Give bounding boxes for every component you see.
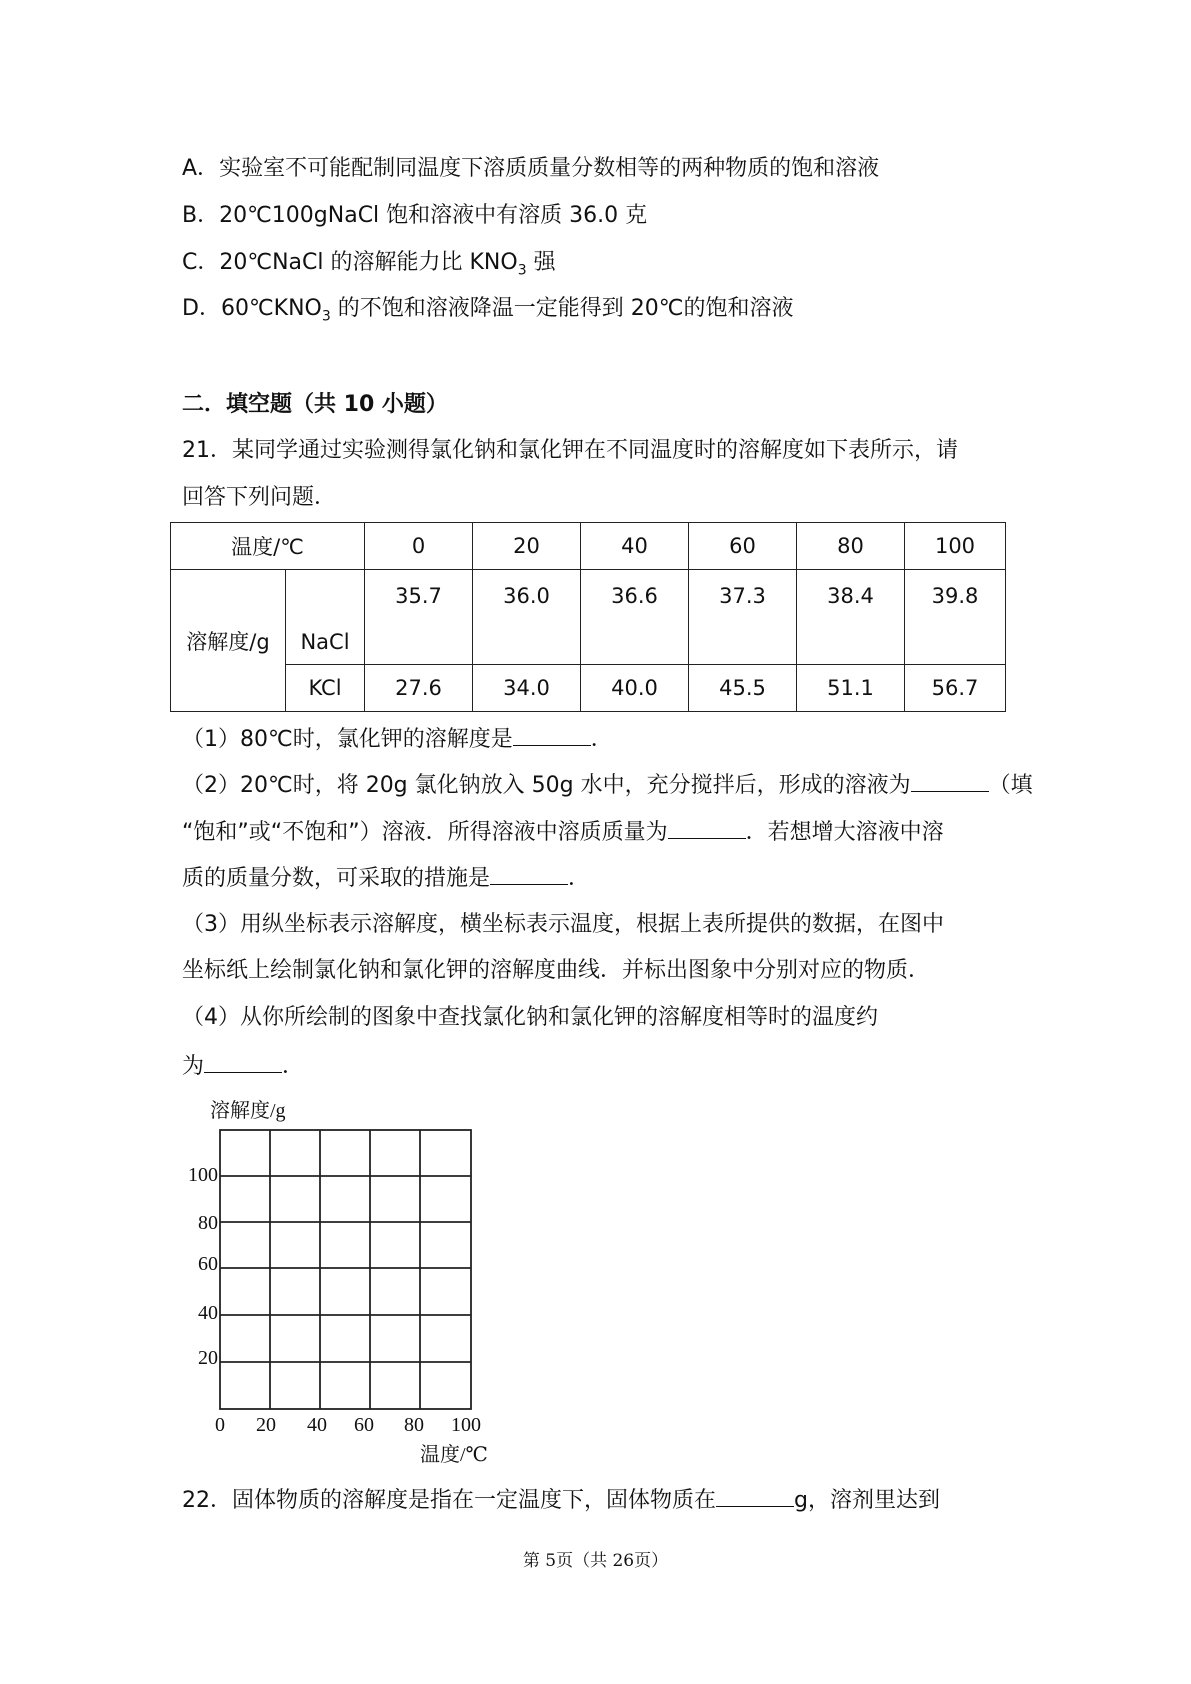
q22-text: 22．固体物质的溶解度是指在一定温度下，固体物质在 [182,1488,716,1513]
temp-cell: 80 [797,523,905,570]
x-tick-label: 40 [307,1414,327,1436]
y-tick-label: 20 [198,1347,218,1369]
row-name-nacl: NaCl [286,570,365,665]
section-title: 二．填空题（共 10 小题） [182,392,448,417]
q21-part4-end: ． [282,1054,305,1079]
q22-end: g，溶剂里达到 [794,1488,940,1513]
grid-xlabel: 温度/℃ [420,1444,488,1466]
q22-line [182,1484,940,1516]
option-b-text: 20℃100gNaCl 饱和溶液中有溶质 36.0 克 [219,203,648,228]
temp-cell: 100 [905,523,1006,570]
q21-intro-1: 21．某同学通过实验测得氯化钠和氯化钾在不同温度时的溶解度如下表所示，请 [182,438,958,463]
temp-header: 温度/℃ [171,523,365,570]
temp-cell: 0 [365,523,473,570]
y-tick-label: 40 [198,1302,218,1324]
option-d-subscript: 3 [321,308,331,325]
y-tick-label: 100 [188,1164,218,1186]
q21-intro-2: 回答下列问题． [182,485,337,510]
row-name-kcl: KCl [286,665,365,712]
y-tick-label: 60 [198,1253,218,1275]
option-a-label: A． [182,156,220,181]
option-c-text-pre: 20℃NaCl 的溶解能力比 KNO [219,250,518,275]
q21-part2-end: （填 [988,773,1033,798]
option-c-label: C． [182,250,220,275]
x-tick-label: 60 [354,1414,374,1436]
temp-cell: 20 [473,523,581,570]
value-cell: 36.6 [581,570,689,665]
value-cell: 45.5 [689,665,797,712]
value-cell: 39.8 [905,570,1006,665]
y-tick-label: 80 [198,1212,218,1234]
option-c-text-post: 强 [526,250,556,275]
q21-part2-text: 质的质量分数，可采取的措施是 [182,866,491,891]
value-cell: 38.4 [797,570,905,665]
value-cell: 35.7 [365,570,473,665]
temp-cell: 60 [689,523,797,570]
value-cell: 27.6 [365,665,473,712]
option-a-text: 实验室不可能配制同温度下溶质质量分数相等的两种物质的饱和溶液 [219,156,880,181]
q21-part4-text: 为 [182,1054,205,1079]
x-tick-label: 20 [256,1414,276,1436]
grid-lines [220,1130,471,1409]
option-d-text-post: 的不饱和溶液降温一定能得到 20℃的饱和溶液 [330,296,794,321]
value-cell: 34.0 [473,665,581,712]
value-cell: 56.7 [905,665,1006,712]
answer-blank [716,1484,794,1507]
solubility-header: 溶解度/g [171,570,286,712]
option-c-subscript: 3 [517,262,527,279]
q21-part2-end: ．若想增大溶液中溶 [745,820,944,845]
q21-part4-line1: （4）从你所绘制的图象中查找氯化钠和氯化钾的溶解度相等时的温度约 [182,1005,878,1030]
option-d-text-pre: 60℃KNO [220,296,322,321]
q21-part3-line2: 坐标纸上绘制氯化钠和氯化钾的溶解度曲线．并标出图象中分别对应的物质． [182,958,931,983]
page-footer: 第 5页（共 26页） [522,1551,669,1571]
x-tick-label: 100 [451,1414,481,1436]
q21-part1-text: （1）80℃时，氯化钾的溶解度是 [182,727,513,752]
option-d-label: D． [182,296,221,321]
q21-part2-end: ． [568,866,591,891]
x-tick-label: 80 [404,1414,424,1436]
q21-part2-text: “饱和”或“不饱和”）溶液．所得溶液中溶质质量为 [182,820,668,845]
value-cell: 40.0 [581,665,689,712]
value-cell: 37.3 [689,570,797,665]
temp-cell: 40 [581,523,689,570]
option-b-label: B． [182,203,220,228]
x-tick-label: 0 [215,1414,225,1436]
q21-part2-text: （2）20℃时，将 20g 氯化钠放入 50g 水中，充分搅拌后，形成的溶液为 [182,773,911,798]
q21-part3-line1: （3）用纵坐标表示溶解度，横坐标表示温度，根据上表所提供的数据，在图中 [182,912,944,937]
grid-ylabel: 溶解度/g [210,1100,286,1122]
value-cell: 36.0 [473,570,581,665]
value-cell: 51.1 [797,665,905,712]
q21-part1-end: ． [590,727,613,752]
